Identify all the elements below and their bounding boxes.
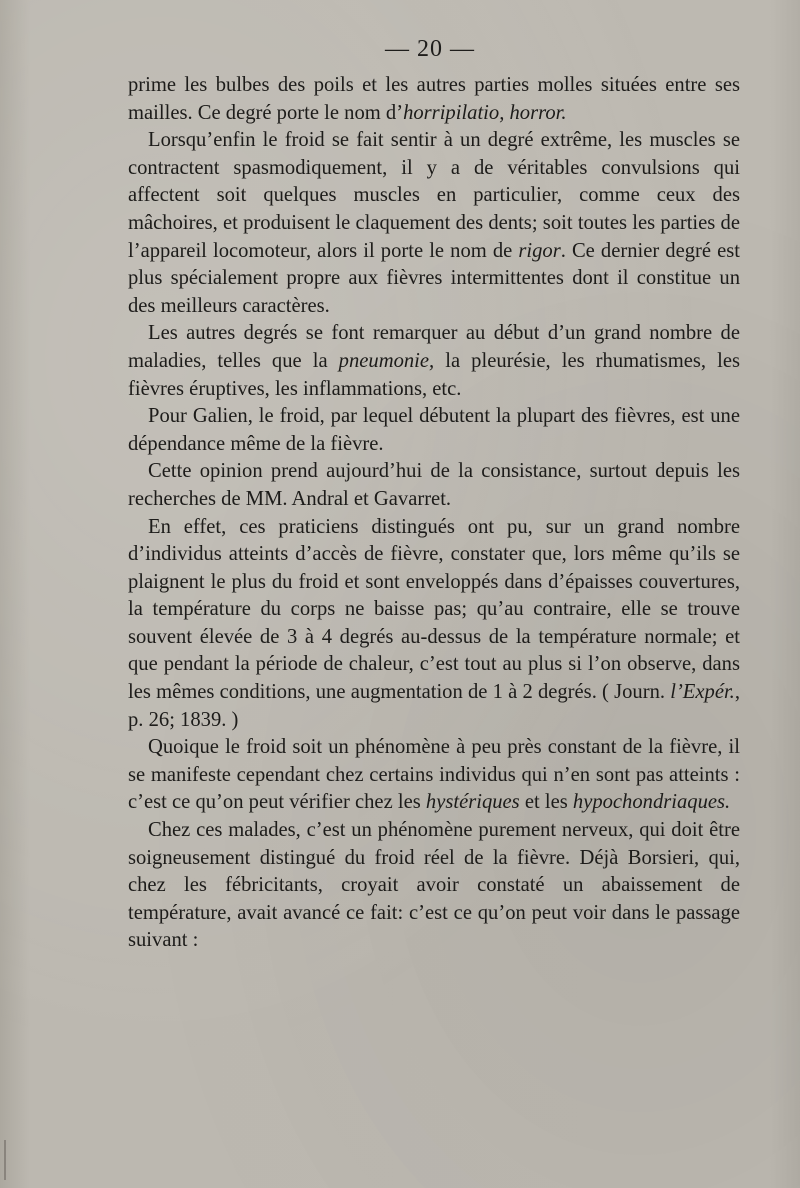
- body-text: [128, 72, 740, 955]
- paragraph: [128, 72, 740, 127]
- paragraph: [128, 403, 740, 458]
- text-run: Chez ces malades, c’est un phénomène purement nerveux, qui doit être soigneusement distingué du froid réel de la fièvre. Déjà Borsieri, qui, chez les fébricitants, croyait avoir constaté un abaissement de température, avait avancé ce fait: c’est ce qu’on peut voir dans le passage suivant :: [128, 819, 740, 952]
- paragraph: [128, 817, 740, 955]
- paragraph: [128, 127, 740, 320]
- text-run: et les: [519, 791, 573, 814]
- italic-term: hypochondriaques.: [572, 791, 731, 814]
- italic-term: rigor: [518, 239, 561, 262]
- page-edge-shadow: [4, 1140, 6, 1180]
- text-run: , p. 26; 1839. ): [128, 681, 740, 731]
- text-run: la pleurésie, les rhumatismes, les fièvres éruptives, les inflammations, etc.: [128, 349, 740, 400]
- italic-term: hystériques: [425, 791, 520, 814]
- italic-term: pneumonie,: [338, 349, 435, 372]
- paragraph: [128, 734, 740, 817]
- text-run: Lorsqu’enfin le froid se fait sentir à un degré extrême, les muscles se contractent spasmodiquement, il y a de véritables convulsions qui affectent soit quelques muscles en particulier, comme ceux des mâchoires, et produisent le claquement des dents; soit toutes les parties de l’appareil locomoteur, alors il porte le nom de: [128, 129, 740, 262]
- text-run: Pour Galien, le froid, par lequel débutent la plupart des fièvres, est une dépendance même de la fièvre.: [128, 405, 740, 455]
- italic-term: l’Expér.: [670, 681, 735, 704]
- text-run: En effet, ces praticiens distingués ont pu, sur un grand nombre d’individus atteints d’accès de fièvre, constater que, lors même qu’ils se plaignent le plus du froid et sont enveloppés dans d’épaisses couvertures, la température du corps ne baisse pas; qu’au contraire, elle se trouve souvent élevée de 3 à 4 degrés au-dessus de la température normale; et que pendant la période de chaleur, c’est tout au plus si l’on observe, dans les mêmes conditions, une augmentation de 1 à 2 degrés. ( Journ.: [128, 515, 740, 704]
- paragraph: [128, 458, 740, 513]
- paragraph: [128, 514, 740, 735]
- text-run: Quoique le froid soit un phénomène à peu près constant de la fièvre, il se manifeste cependant chez certains individus qui n’en sont pas atteints : c’est ce qu’on peut vérifier chez les: [128, 736, 740, 814]
- page-number: — 20 —: [385, 36, 475, 62]
- text-run: Les autres degrés se font remarquer au début d’un grand nombre de maladies, telles que la: [128, 322, 740, 372]
- paragraph: [128, 320, 740, 403]
- italic-term: horripilatio, horror.: [403, 101, 567, 124]
- text-run: . Ce dernier degré est plus spécialement propre aux fièvres intermittentes dont il constitue un des meilleurs caractères.: [128, 239, 740, 317]
- text-run: Cette opinion prend aujourd’hui de la consistance, surtout depuis les recherches de MM. Andral et Gavarret.: [128, 460, 740, 510]
- text-run: prime les bulbes des poils et les autres parties molles situées entre ses mailles. Ce degré porte le nom d’: [128, 74, 740, 124]
